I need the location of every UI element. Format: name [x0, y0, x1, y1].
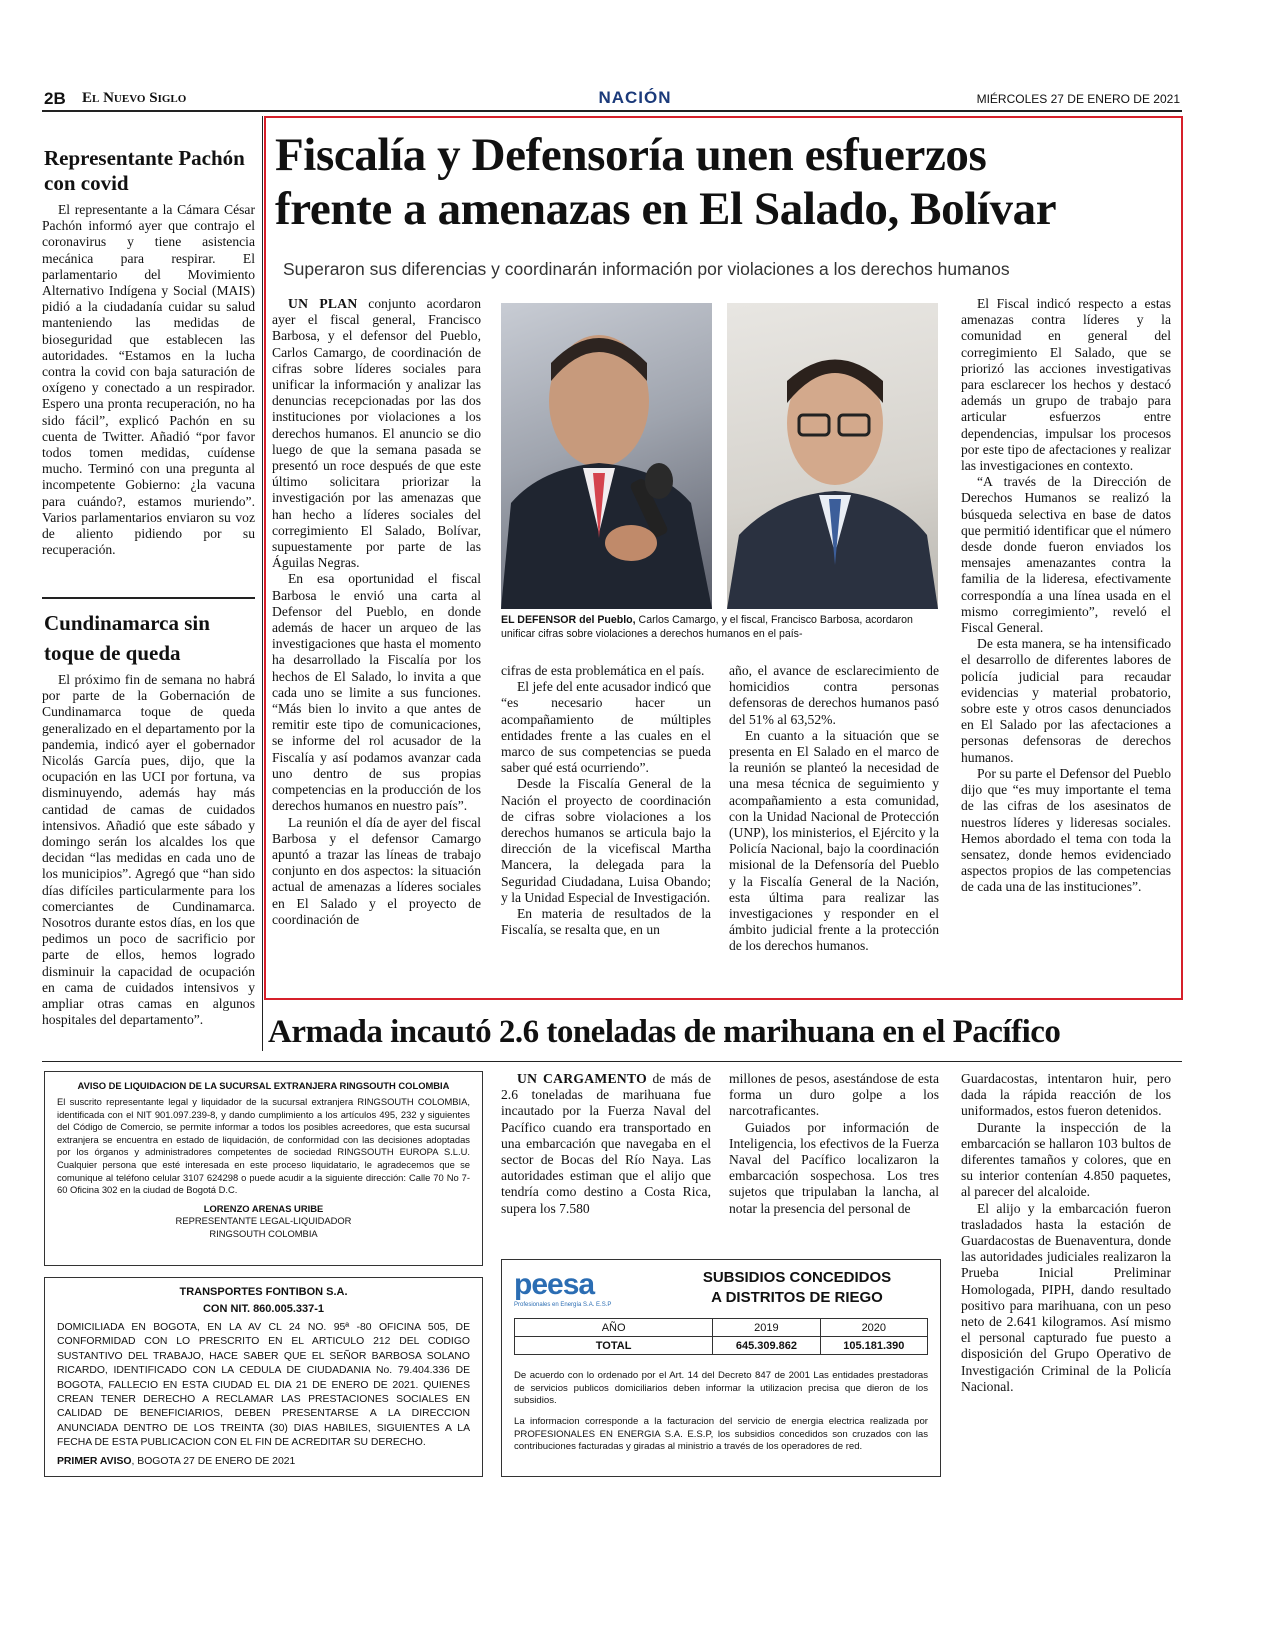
ad-note-1: De acuerdo con lo ordenado por el Art. 14 del Decreto 847 de 2001 Las entidades prestadoras de servicios publicos domiciliarios deben informar la utilizacion precisa que dieron de los subsidios. [514, 1370, 928, 1407]
table-cell: 2019 [713, 1319, 820, 1337]
paragraph: Guardacostas, intentaron huir, pero dada la rápida reacción de los uniformados, estos fueron detenidos. [961, 1071, 1171, 1119]
photo-defensor [501, 303, 712, 609]
paragraph: La reunión el día de ayer del fiscal Barbosa y el defensor Camargo apuntó a trazar las líneas de trabajo conjunto en dos aspectos: la situación actual de amenazas a líderes sociales en El Salado y el proyecto de coordinación de [272, 814, 481, 927]
paragraph: cifras de esta problemática en el país. [501, 663, 705, 678]
notice-footer [57, 1456, 470, 1467]
table-cell: 2020 [820, 1319, 927, 1337]
paragraph: El representante a la Cámara César Pachón informó ayer que contrajo el coronavirus y tiene asistencia mecánica para respirar. El parlamentario del Movimiento Alternativo Indígena y Social (MAIS) pidió a la ciudadanía cuidar su salud manteniendo las medidas de bioseguridad que establecen las autoridades. “Estamos en la lucha contra la covid con baja saturación de oxígeno y conectado a un respirador. Espero una pronta recuperación, no ha sido fácil”, explicó Pachón en su cuenta de Twitter. Añadió “por favor todos tomen medidas, cuídense mucho. Terminó con una pregunta al incompetente Gobierno: ¿la vacuna para cuándo?, estamos muriendo”. Varios parlamentarios enviaron su voz de aliento pidiendo por su recuperación. [42, 202, 255, 558]
second-headline: Armada incautó 2.6 toneladas de marihuana en el Pacífico [268, 1014, 1061, 1050]
footer-bold: PRIMER AVISO [57, 1455, 132, 1467]
paragraph: Desde la Fiscalía General de la Nación el proyecto de coordinación de cifras sobre violaciones a los derechos humanos se articula bajo la dirección de la vicefiscal Martha Mancera, la delegada para la Seguridad Ciudadana, Luisa Obando; y la Unidad Especial de Investigación. [501, 776, 711, 905]
sidebar-story-pachon [42, 146, 255, 558]
lead-word: UN PLAN [288, 296, 358, 311]
main-col-3 [729, 663, 939, 955]
logo-wordmark: peesa [514, 1268, 595, 1301]
main-subheadline: Superaron sus diferencias y coordinarán información por violaciones a los derechos humanos [283, 259, 1010, 279]
paragraph: De esta manera, se ha intensificado el desarrollo de diferentes labores de policía judicial para recaudar evidencias y material probatorio, sobre este y otros casos denunciados en El Salado por las afectaciones a personas defensoras de derechos humanos. [961, 636, 1171, 765]
photo-caption [501, 613, 941, 641]
sidebar-headline: Representante Pachón con covid [44, 146, 245, 195]
caption-bold: EL DEFENSOR del Pueblo, [501, 614, 636, 626]
lead-word: UN CARGAMENTO [517, 1071, 647, 1086]
notice-title: AVISO DE LIQUIDACION DE LA SUCURSAL EXTRANJERA RINGSOUTH COLOMBIA [77, 1080, 450, 1091]
title-line: A DISTRITOS DE RIEGO [711, 1289, 883, 1306]
paragraph: En materia de resultados de la Fiscalía, se resalta que, en un [501, 906, 711, 938]
legal-notice-fontibon [44, 1277, 483, 1477]
table-row [515, 1337, 928, 1355]
ad-note-2: La informacion corresponde a la facturacion del servicio de energia electrica realizada por PROFESIONALES EN ENERGIA S.A. E.S.P, los subsidios concedidos son cruzados con las contribuciones facturadas y giradas al ministrio a través de los operadores de red. [514, 1416, 928, 1453]
peesa-logo [514, 1270, 644, 1308]
sidebar-headline: Cundinamarca sin toque de queda [44, 611, 210, 665]
table-cell: AÑO [515, 1319, 713, 1337]
ad-title [662, 1268, 932, 1308]
ad-peesa-subsidios [501, 1259, 941, 1477]
paragraph: conjunto acordaron ayer el fiscal general, Francisco Barbosa, y el defensor del Pueblo, Carlos Camargo, de coordinación de cifras sobre líderes sociales para unificar la información y analizar las denuncias recepcionadas por las dos instituciones por violaciones a los derechos humanos. El anuncio se dio luego de que la semana pasada se presentó un roce después de que este último solicitara priorizar la investigación por las amenazas que han hecho a líderes sociales del corregimiento El Salado, Bolívar, supuestamente por parte de las Águilas Negras. [272, 296, 482, 571]
table-header-row [515, 1319, 928, 1337]
paragraph: El jefe del ente acusador indicó que “es necesario hacer un acompañamiento de múltiples entidades frente a las cuales en el marco de sus competencias se pueda saber qué está ocurriendo”. [501, 679, 712, 776]
subsidy-table [514, 1318, 928, 1355]
paragraph: Guiados por información de Inteligencia, los efectivos de la Fuerza Naval del Pacífico localizaron la embarcación sospechosa. Los tres sujetos que tripulaban la lancha, al notar la presencia del personal de [729, 1119, 939, 1216]
paragraph: En cuanto a la situación que se presenta en El Salado en el marco de la reunión se planteó la necesidad de una mesa técnica de seguimiento y acompañamiento a esta comunidad, con la Unidad Nacional de Protección (UNP), los ministerios, el Ejército y la Policía Nacional, bajo la coordinación misional de la Defensoría del Pueblo y la Fiscalía General de la Nación, esta última para realizar las investigaciones y responder en el ámbito judicial frente a la protección de los derechos humanos. [729, 727, 939, 954]
sidebar-body [42, 202, 255, 558]
page-number: 2B [44, 89, 66, 108]
logo-tagline: Profesionales en Energía S.A. E.S.P [514, 1302, 612, 1308]
paragraph: “A través de la Dirección de Derechos Humanos se realizó la búsqueda selectiva en base de datos que permitió identificar que el número desde donde fueron enviados los mensajes amenazantes contra la familia de la lideresa, efectivamente correspondía a una línea usada en el mismo corregimiento”, reveló el Fiscal General. [961, 474, 1171, 636]
second-story-rule [42, 1061, 1182, 1062]
title-line: SUBSIDIOS CONCEDIDOS [702, 1269, 892, 1286]
paragraph: El alijo y la embarcación fueron trasladados hasta la estación de Guardacostas de Buenaventura, donde las autoridades judiciales realizaron la Prueba Inicial Preliminar Homologada, PIPH, dando resultado positivo para marihuana, con un peso neto de 2.641 kilogramos. Así mismo el personal capturado fue puesto a disposición del Grupo Operativo de Investigación Criminal de la Policía Nacional. [961, 1200, 1171, 1394]
signer-company: RINGSOUTH COLOMBIA [209, 1227, 318, 1239]
legal-notice-ringsouth [44, 1071, 483, 1266]
second-col-1 [501, 1071, 711, 1217]
main-col-4 [961, 296, 1171, 896]
signer-role: REPRESENTANTE LEGAL-LIQUIDADOR [175, 1215, 352, 1227]
sidebar-body [42, 672, 255, 1028]
paragraph: El Fiscal indicó respecto a estas amenazas contra líderes y la comunidad en general del corregimiento El Salado, que se priorizó las acciones investigativas para esclarecer los hechos y destacó además un grupo de trabajo para articular esfuerzos entre dependencias, impulsar los procesos por este tipo de afectaciones y realizar las investigaciones en contexto. [961, 296, 1171, 474]
paragraph: El próximo fin de semana no habrá por parte de la Gobernación de Cundinamarca toque de queda generalizado en el departamento por la pandemia, indicó ayer el gobernador Nicolás García pues, dijo, que la ocupación en las UCI por fortuna, va disminuyendo, además hay más cantidad de camas de cuidados intensivos. Añadió que este sábado y domingo serán los alcaldes los que decidan “las medidas en cada uno de los municipios”. Agregó que “han sido días difíciles particularmente para los comerciantes de Cundinamarca. Nosotros durante estos días, en los que pedimos un poco de sacrificio por parte de ellos, hemos logrado disminuir la capacidad de ocupación en cama de cuidados intensivos y ampliar otras camas en algunos hospitales del departamento”. [42, 672, 255, 1028]
second-col-3 [961, 1071, 1171, 1395]
paragraph: Durante la inspección de la embarcación se hallaron 103 bultos de diferentes tamaños y colores, que en su interior contenían 4.850 paquetes, al parecer del alcaloide. [961, 1119, 1171, 1200]
paragraph: de más de 2.6 toneladas de marihuana fue incautado por la Fuerza Naval del Pacífico cuando era transportado en una embarcación que navegaba en el sector de Bocas del Río Naya. Las autoridades estiman que el alijo que tendría como destino a Costa Rica, supera los 7.580 [501, 1071, 711, 1216]
notice-body: El suscrito representante legal y liquidador de la sucursal extranjera RINGSOUTH COLOMBIA, identificada con el NIT 901.097.239-8, y dando cumplimiento a los artículos 495, 232 y siguientes del Código de Comercio, se permite informar a todos los posibles acreedores, que esta sucursal extranjera se encuentra en estado de liquidación, de conformidad con las decisiones adoptadas por los órganos y administradores competentes de sociedad RINGSOUTH EUROPA S.L.U. Cualquier persona que esté interesada en este proceso liquidatario, le agradecemos que se comunique al teléfono celular 3107 624298 o puede acudir a la siguiente dirección: Calle 70 No 7-60 Oficina 302 en la ciudad de Bogotá D.C. [57, 1096, 470, 1196]
headline-line: Fiscalía y Defensoría unen esfuerzos [275, 129, 987, 181]
photo-fiscal [727, 303, 938, 609]
notice-title: TRANSPORTES FONTIBON S.A. [179, 1286, 348, 1298]
footer-text: , BOGOTA 27 DE ENERO DE 2021 [131, 1455, 296, 1467]
newspaper-name: El Nuevo Siglo [82, 90, 187, 106]
sidebar-vertical-rule [262, 116, 263, 1051]
section-label: NACIÓN [598, 88, 672, 107]
table-cell: 105.181.390 [820, 1337, 927, 1355]
paragraph: año, el avance de esclarecimiento de homicidios contra personas defensoras de derechos humanos pasó del 51% al 63,52%. [729, 663, 939, 727]
caption-text: Carlos Camargo, y el fiscal, Francisco Barbosa, acordaron unificar cifras sobre violaciones a derechos humanos en el país- [501, 614, 913, 640]
paragraph: En esa oportunidad el fiscal Barbosa le envió una carta al Defensor del Pueblo, en donde además de hacer un arqueo de las investigaciones que hasta el momento ha desarrollado la Fiscalía por los hechos de El Salado, lo invita a que cada uno se limite a sus funciones. “Más bien lo invito a que antes de remitir este tipo de comunicaciones, se informe del rol acusador de la Fiscalía y así podamos avanzar cada uno dentro de sus propias competencias en la producción de los derechos humanos en nuestro país”. [272, 571, 481, 814]
page-date: MIÉRCOLES 27 DE ENERO DE 2021 [976, 92, 1180, 106]
notice-nit: CON NIT. 860.005.337-1 [202, 1303, 325, 1315]
sidebar-divider [42, 597, 255, 599]
main-headline [275, 128, 1175, 236]
headline-line: frente a amenazas en El Salado, Bolívar [275, 183, 1057, 235]
signer-name: LORENZO ARENAS URIBE [203, 1202, 324, 1214]
paragraph: Por su parte el Defensor del Pueblo dijo que “es muy importante el tema de las cifras de los asesinatos de nuestros líderes y lideresas sociales. Hemos abordado el tema con toda la sensatez, donde hemos evidenciado aspectos propios de las competencias de cada una de las instituciones”. [961, 765, 1171, 895]
sidebar-story-cundinamarca [42, 608, 255, 1028]
main-col-2 [501, 663, 711, 938]
paragraph: millones de pesos, asestándose de esta forma un duro golpe a los narcotraficantes. [729, 1071, 939, 1119]
notice-signature [57, 1203, 470, 1241]
table-cell: TOTAL [515, 1337, 713, 1355]
table-cell: 645.309.862 [713, 1337, 820, 1355]
notice-body: DOMICILIADA EN BOGOTA, EN LA AV CL 24 NO. 95ª -80 OFICINA 505, DE CONFORMIDAD CON LO PRESCRITO EN EL ARTICULO 212 DEL CODIGO SUSTANTIVO DEL TRABAJO, HACE SABER QUE EL SEÑOR BARBOSA SOLANO RICARDO, IDENTIFICADO CON LA CEDULA DE CIUDADANIA No. 79.404.336 DE BOGOTA, FALLECIO EN ESTA CIUDAD EL DIA 21 DE ENERO DE 2021. QUIENES CREAN TENER DERECHO A RECLAMAR LAS PRESTACIONES SOCIALES EN CALIDAD DE BENEFICIARIOS, DEBEN PRESENTARSE A LA DIRECCION ANUNCIADA DENTRO DE LOS TREINTA (30) DIAS HABILES, SIGUIENTES A LA FECHA DE ESTA PUBLICACION CON EL FIN DE ACREDITAR SU DERECHO. [57, 1322, 470, 1449]
main-col-1 [272, 296, 481, 928]
header-rule [42, 110, 1182, 112]
second-col-2 [729, 1071, 939, 1217]
